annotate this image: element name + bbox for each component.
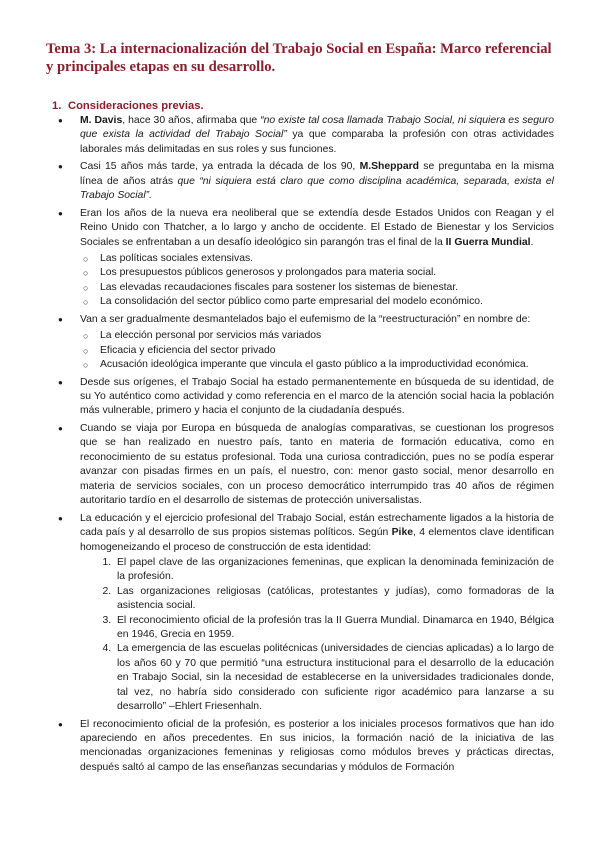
paragraph-text: , 4 elementos clave identifican homogeneizando el proceso de construcción de esta identidad: (80, 527, 554, 553)
list-item-sheppard (80, 160, 554, 203)
numbered-list-item: 3. El reconocimiento oficial de la profesión tras la II Guerra Mundial. Dinamarca en 1940, Bélgica en 1946, Grecia en 1959. (114, 614, 554, 643)
author-name: M.Sheppard (359, 161, 420, 173)
numbered-list-item: 1. El papel clave de las organizaciones femeninas, que explican la denominada feminización de la profesión. (114, 556, 554, 585)
paragraph-text: se preguntaba en la misma línea de años atrás (80, 161, 554, 187)
numbered-list (80, 556, 554, 714)
document-title: Tema 3: La internacionalización del Trabajo Social en España: Marco referencial y principales etapas en su desarrollo. (46, 41, 552, 75)
sub-list (80, 252, 554, 310)
list-item-reconocimiento: ● El reconocimiento oficial de la profesión, es posterior a los iniciales procesos formativos que han ido apareciendo en años precedentes. En sus inicios, la formación nació de la iniciativa de las mencionadas organizaciones femeninas y religiosas como módulos breves y prácticas directas, después saltó al campo de las enseñanzas secundarias y módulos de Formación (80, 718, 554, 776)
author-name: Pike (391, 527, 413, 539)
author-name: M. Davis (80, 115, 123, 126)
list-item-identidad: ● Desde sus orígenes, el Trabajo Social ha estado permanentemente en búsqueda de su identidad, de su Yo auténtico como actividad y como referencia en el marco de la atención social hacia la población más vulnerable, primero y hacia el conjunto de la ciudadanía después. (80, 376, 554, 419)
sub-list-item: ○ La elección personal por servicios más variados (100, 329, 554, 343)
list-item-europa: ● Cuando se viaja por Europa en búsqueda de analogías comparativas, se cuestionan los progresos que se han realizado en nuestro país, tanto en materia de formación educativa, como en reconocimiento de su estatus profesional. Toda una curiosa contradicción, pues no se podía esperar avanzar con pisadas firmes en un país, el nuestro, con: menor gasto social, menor desarrollo en materia de servicios sociales, con un proceso democrático interrumpido tras 40 años de régimen autoritario tardío en el desarrollo de sistemas de protección universalistas. (80, 422, 554, 508)
paragraph-text: Casi 15 años más tarde, ya entrada la década de los 90, (80, 161, 360, 173)
paragraph-text: . (530, 236, 534, 248)
paragraph-text: La educación y el ejercicio profesional del Trabajo Social, están estrechamente ligados a la historia de cada país y al desarrollo de sus propios sistemas políticos. Según (80, 512, 554, 539)
paragraph-text: , hace 30 años, afirmaba que (122, 115, 261, 126)
paragraph-text: Eran los años de la nueva era neoliberal que se extendía desde Estados Unidos con Reagan y el Reino Unido con Thatcher, a lo largo y ancho de occidente. El Estado de Bienestar y los Servicios Sociales se enfrentaban a un desafío ideológico sin parangón tras el final de la (80, 207, 554, 248)
list-item-neoliberal (80, 207, 554, 310)
section-number: 1. (52, 100, 62, 112)
section-heading-text: Consideraciones previas. (68, 100, 204, 112)
sub-list-item: ○ Eficacia y eficiencia del sector privado (100, 344, 554, 358)
bullet-list (46, 114, 554, 775)
sub-list-item: ○ Las elevadas recaudaciones fiscales para sostener los sistemas de bienestar. (100, 281, 554, 295)
paragraph-text: Van a ser gradualmente desmantelados bajo el eufemismo de la “reestructuración” en nombre de: (80, 313, 531, 325)
bold-term: II Guerra Mundial (445, 236, 531, 248)
list-item-pike (80, 512, 554, 715)
section-heading (46, 100, 554, 112)
sub-list-item: ○ Las políticas sociales extensivas. (100, 252, 554, 266)
numbered-list-item: 2. Las organizaciones religiosas (católicas, protestantes y judías), como formadoras de la asistencia social. (114, 585, 554, 614)
sub-list (80, 329, 554, 372)
sub-list-item: ○ La consolidación del sector público como parte empresarial del modelo económico. (100, 295, 554, 309)
list-item-reestructuracion (80, 313, 554, 373)
quote-text: que “ni siquiera está claro que como disciplina académica, separada, exista el Trabajo Social”. (80, 175, 554, 202)
sub-list-item: ○ Los presupuestos públicos generosos y prolongados para materia social. (100, 266, 554, 280)
paragraph-text: ya que comparaba la profesión con otras actividades laborales más delimitadas en sus roles y sus funciones. (80, 129, 555, 155)
list-item-davis (80, 114, 554, 157)
sub-list-item: ○ Acusación ideológica imperante que vincula el gasto público a la improductividad económica. (100, 358, 554, 372)
numbered-list-item: 4. La emergencia de las escuelas politécnicas (universidades de ciencias aplicadas) a lo largo de los años 60 y 70 que permitió “una estructura institucional para el desarrollo de la educación en Trabajo Social, sin la necesidad de establecerse en la universidades tradicionales donde, tal vez, no habría sido considerado con suficiente rigor académico para lanzarse a su desarrollo” –Ehlert Friesenhaln. (114, 642, 554, 714)
quote-text: “no existe tal cosa llamada Trabajo Social, ni siquiera es seguro que exista la actividad del Trabajo Social” (80, 115, 555, 141)
